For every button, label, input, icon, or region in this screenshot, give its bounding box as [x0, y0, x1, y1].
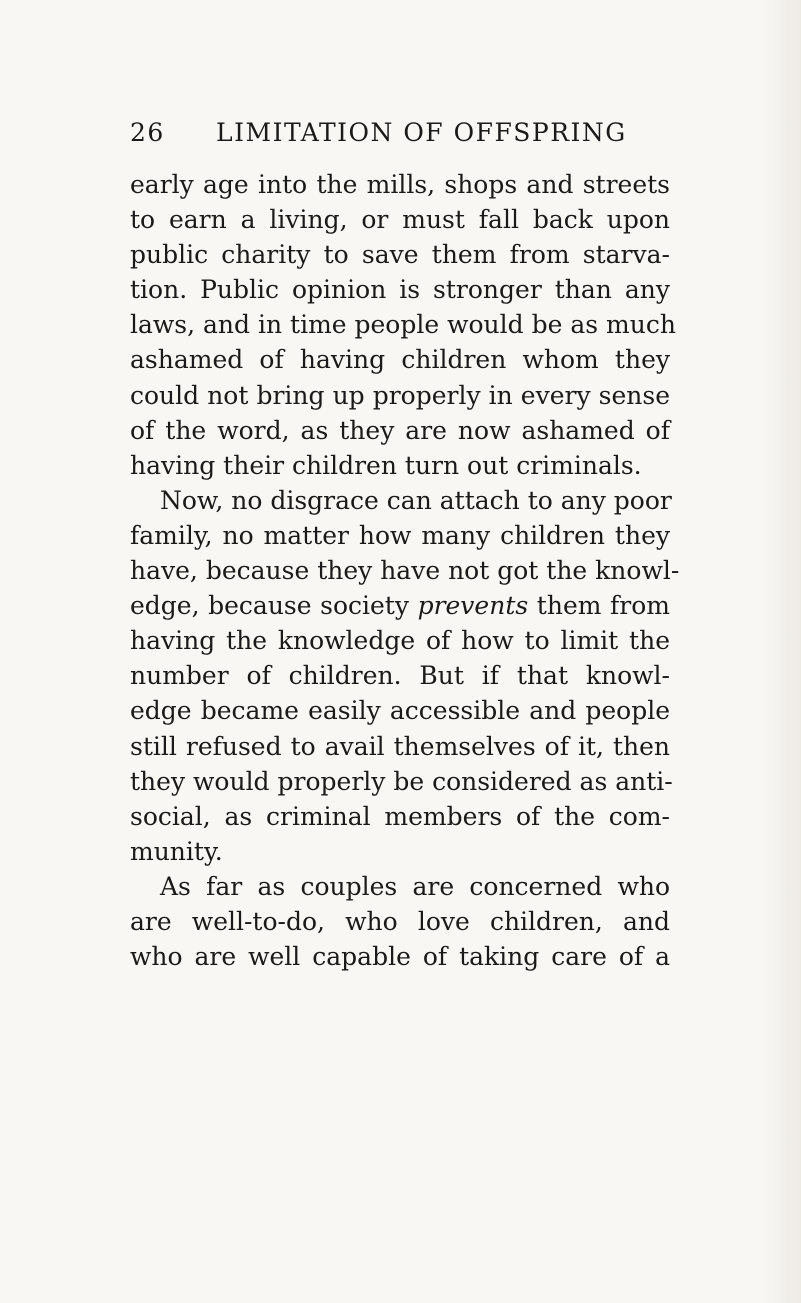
text-segment: edge, because society — [130, 591, 409, 621]
text-line: munity. — [130, 836, 223, 866]
text-line: number of children. But if that knowl- — [130, 661, 670, 691]
text-line: are well-to-do, who love children, and — [130, 906, 670, 936]
text-line: still refused to avail themselves of it, then — [130, 731, 670, 761]
text-line: to earn a living, or must fall back upon — [130, 205, 670, 235]
text-line: public charity to save them from starva- — [130, 240, 670, 270]
text-line-emphasis — [130, 588, 670, 623]
text-line: family, no matter how many children they — [130, 520, 670, 550]
emphasis-word: prevents — [417, 591, 529, 621]
text-line: who are well capable of taking care of a — [130, 942, 670, 972]
text-line: having the knowledge of how to limit the — [130, 626, 670, 656]
text-line: ashamed of having children whom they — [130, 345, 670, 375]
running-title: LIMITATION OF OFFSPRING — [216, 118, 627, 147]
text-line: they would properly be considered as anti- — [130, 766, 673, 796]
body-text — [130, 167, 680, 974]
text-line: As far as couples are concerned who — [160, 871, 670, 901]
text-line: early age into the mills, shops and streets — [130, 170, 670, 199]
text-line: edge became easily accessible and people — [130, 696, 670, 726]
text-line: social, as criminal members of the com- — [130, 801, 670, 831]
text-segment: them from — [536, 591, 670, 621]
running-head — [130, 118, 670, 154]
text-line: laws, and in time people would be as much — [130, 310, 676, 340]
page-number: 26 — [130, 118, 165, 147]
text-line: have, because they have not got the knowl- — [130, 556, 680, 586]
text-line: tion. Public opinion is stronger than any — [130, 275, 670, 305]
text-line: could not bring up properly in every sense — [130, 380, 670, 410]
text-line: having their children turn out criminals. — [130, 450, 642, 480]
text-line: of the word, as they are now ashamed of — [130, 415, 670, 445]
text-line: Now, no disgrace can attach to any poor — [160, 485, 672, 515]
